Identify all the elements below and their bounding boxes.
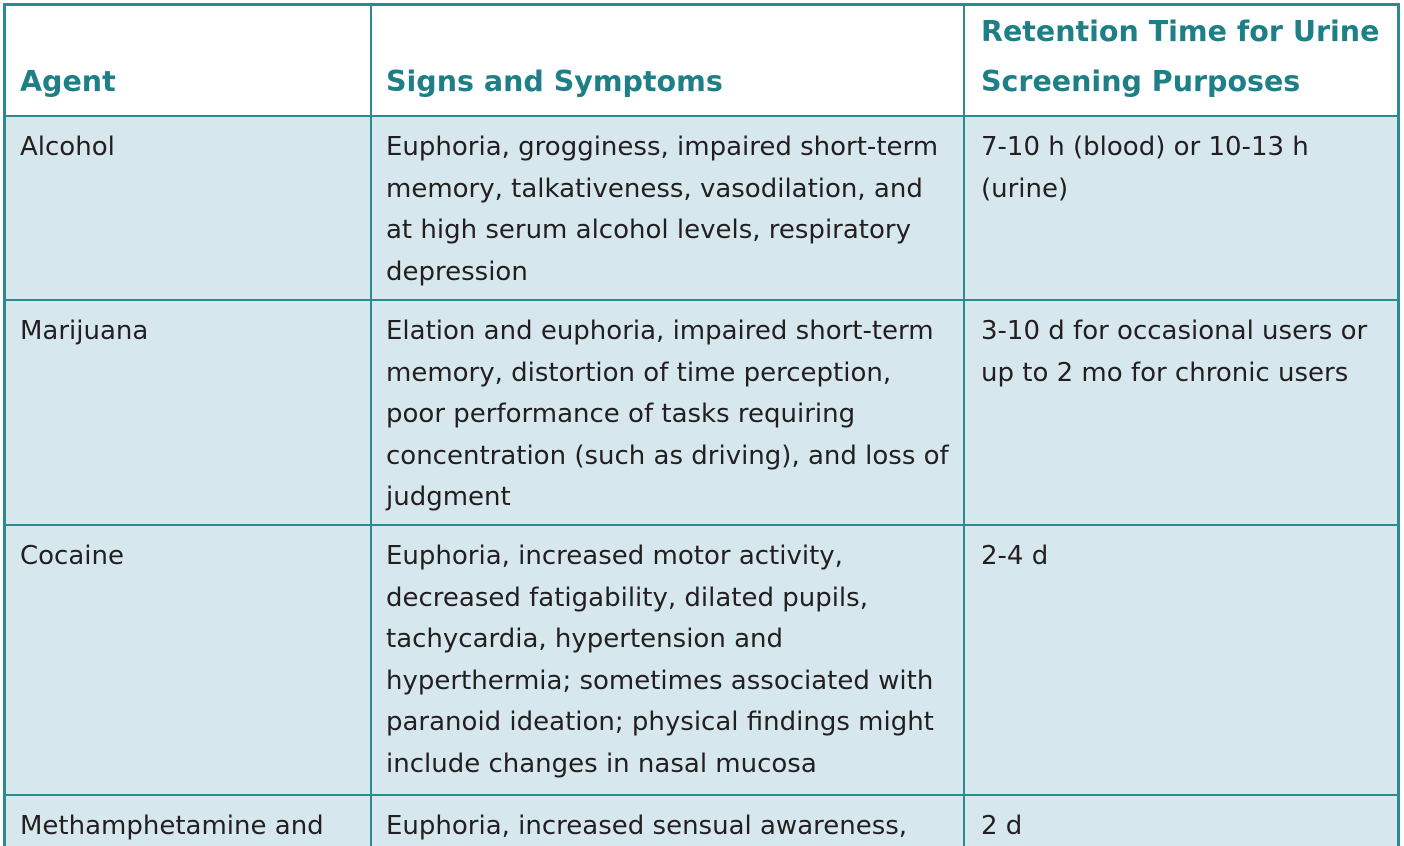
header-retention-time: Retention Time for Urine Screening Purposes (981, 15, 1380, 98)
table-header-row (6, 6, 1397, 117)
table-row (6, 526, 1397, 796)
header-signs-and-symptoms: Signs and Symptoms (372, 6, 965, 115)
agent-cell: Methamphetamine and (6, 796, 372, 846)
retention-cell: 3-10 d for occasional users or up to 2 mo for chronic users (981, 316, 1368, 388)
drug-screening-table (3, 3, 1400, 846)
agent-cell: Alcohol (6, 117, 372, 299)
retention-cell: 2-4 d (981, 541, 1049, 571)
signs-cell: Euphoria, increased motor activity, decreased fatigability, dilated pupils, tachycardia, hypertension and hyperthermia; sometimes associated with paranoid ideation; physical findings might include changes in nasal mucosa (372, 526, 965, 794)
table-row (6, 301, 1397, 526)
agent-cell: Marijuana (6, 301, 372, 524)
agent-cell: Cocaine (6, 526, 372, 794)
table-row (6, 117, 1397, 301)
retention-cell: 2 d (981, 811, 1023, 841)
signs-cell: Elation and euphoria, impaired short-term memory, distortion of time perception, poor performance of tasks requiring concentration (such as driving), and loss of judgment (372, 301, 965, 524)
signs-cell: Euphoria, increased sensual awareness, (372, 796, 965, 846)
signs-cell: Euphoria, grogginess, impaired short-term memory, talkativeness, vasodilation, and at high serum alcohol levels, respiratory depression (372, 117, 965, 299)
header-agent: Agent (6, 6, 372, 115)
retention-cell: 7-10 h (blood) or 10-13 h (urine) (981, 132, 1309, 204)
table-row (6, 796, 1397, 846)
